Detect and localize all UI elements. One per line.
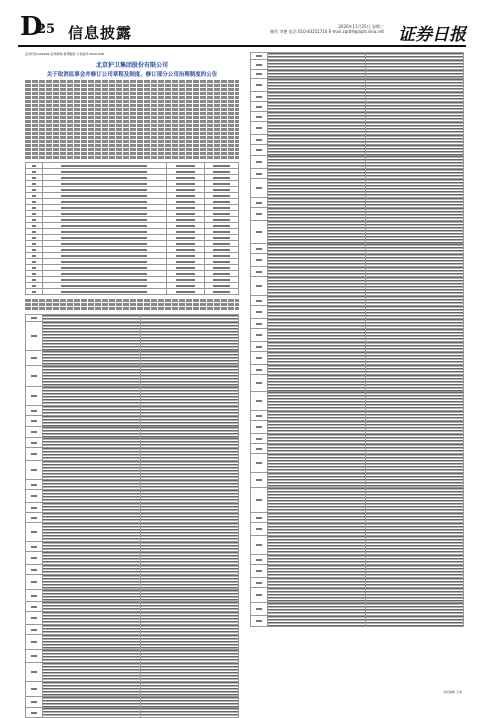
comparison-row (251, 588, 464, 603)
comparison-row (251, 513, 464, 523)
comparison-row (26, 416, 239, 427)
comparison-row (26, 438, 239, 448)
comparison-row (251, 122, 464, 135)
comparison-row (251, 444, 464, 454)
comparison-row (251, 392, 464, 411)
comparison-row (251, 365, 464, 375)
comparison-row (251, 375, 464, 392)
comparison-row (26, 575, 239, 590)
comparison-row (251, 296, 464, 306)
comparison-row (251, 565, 464, 578)
comparison-row (251, 555, 464, 565)
comparison-row (251, 60, 464, 70)
comparison-row (251, 473, 464, 488)
comparison-row (26, 461, 239, 480)
comparison-row (26, 448, 239, 461)
comparison-row (251, 208, 464, 221)
comparison-row (251, 421, 464, 434)
comparison-row (26, 322, 239, 351)
comparison-row (26, 387, 239, 406)
comparison-row (251, 536, 464, 555)
company-name: 北京护卫集团股份有限公司 (95, 62, 168, 69)
comparison-row (26, 650, 239, 663)
date-line: 2020年11月25日 星期三 (338, 24, 384, 29)
comparison-row (251, 454, 464, 473)
comparison-row (251, 329, 464, 342)
summary-row (26, 289, 239, 295)
section-title: 信息披露 (68, 24, 133, 42)
comparison-row (251, 145, 464, 156)
announcement-title: 关于取消监事会并修订公司章程及制度、修订部分公司治理制度的公告 (46, 72, 218, 78)
comparison-row (251, 523, 464, 536)
comparison-row (26, 351, 239, 366)
right-column (250, 52, 464, 627)
masthead (0, 0, 484, 46)
comparison-row (251, 156, 464, 169)
comparison-row (26, 406, 239, 416)
comparison-row (26, 366, 239, 387)
comparison-table-left (25, 314, 239, 718)
masthead-meta (270, 24, 384, 34)
comparison-row (26, 708, 239, 718)
code-line: 证券代码:002269 证券简称:美邦服饰 公告编号:2020-058 (25, 52, 104, 56)
summary-table (25, 162, 239, 295)
comparison-row (26, 503, 239, 513)
comparison-row (251, 179, 464, 198)
comparison-row (251, 488, 464, 513)
comparison-row (26, 552, 239, 565)
comparison-row (26, 542, 239, 552)
comparison-row (26, 612, 239, 625)
comparison-row (251, 411, 464, 421)
comparison-row (26, 490, 239, 503)
comparison-row (26, 523, 239, 542)
comparison-row (251, 244, 464, 254)
comparison-row (251, 198, 464, 208)
comparison-row (251, 306, 464, 319)
masthead-rule (18, 45, 466, 47)
comparison-table-right (250, 52, 464, 627)
comparison-row (26, 682, 239, 697)
comparison-row (251, 221, 464, 244)
comparison-row (251, 352, 464, 365)
comparison-row (26, 315, 239, 322)
comparison-row (26, 625, 239, 635)
meta-line: 制作 李艳 电话 010-83251716 E-mail zqrb9@zqrb.sina.net (270, 29, 384, 34)
post-table-text (25, 299, 239, 310)
comparison-row (251, 267, 464, 277)
comparison-row (251, 434, 464, 444)
newspaper-logo: 证券日报 (398, 25, 466, 45)
comparison-row (26, 480, 239, 490)
comparison-row (251, 102, 464, 112)
comparison-row (251, 70, 464, 79)
comparison-row (251, 79, 464, 92)
comparison-row (251, 319, 464, 329)
comparison-row (251, 92, 464, 102)
comparison-row (251, 277, 464, 296)
comparison-row (251, 578, 464, 588)
comparison-row (26, 427, 239, 438)
left-column (25, 52, 239, 718)
section-letter: D (20, 12, 42, 42)
page-note: 本版编辑 王丽 (443, 690, 462, 694)
comparison-row (251, 169, 464, 179)
intro-paragraphs (25, 80, 239, 159)
comparison-row (26, 590, 239, 602)
section-number: 25 (37, 22, 56, 37)
comparison-row (26, 513, 239, 523)
comparison-row (251, 603, 464, 616)
comparison-row (26, 697, 239, 708)
comparison-row (26, 565, 239, 575)
comparison-row (26, 663, 239, 682)
comparison-row (26, 602, 239, 612)
comparison-row (251, 135, 464, 145)
comparison-row (251, 616, 464, 627)
comparison-row (251, 53, 464, 60)
comparison-row (251, 342, 464, 352)
comparison-row (251, 254, 464, 267)
comparison-row (251, 112, 464, 122)
comparison-row (26, 635, 239, 650)
